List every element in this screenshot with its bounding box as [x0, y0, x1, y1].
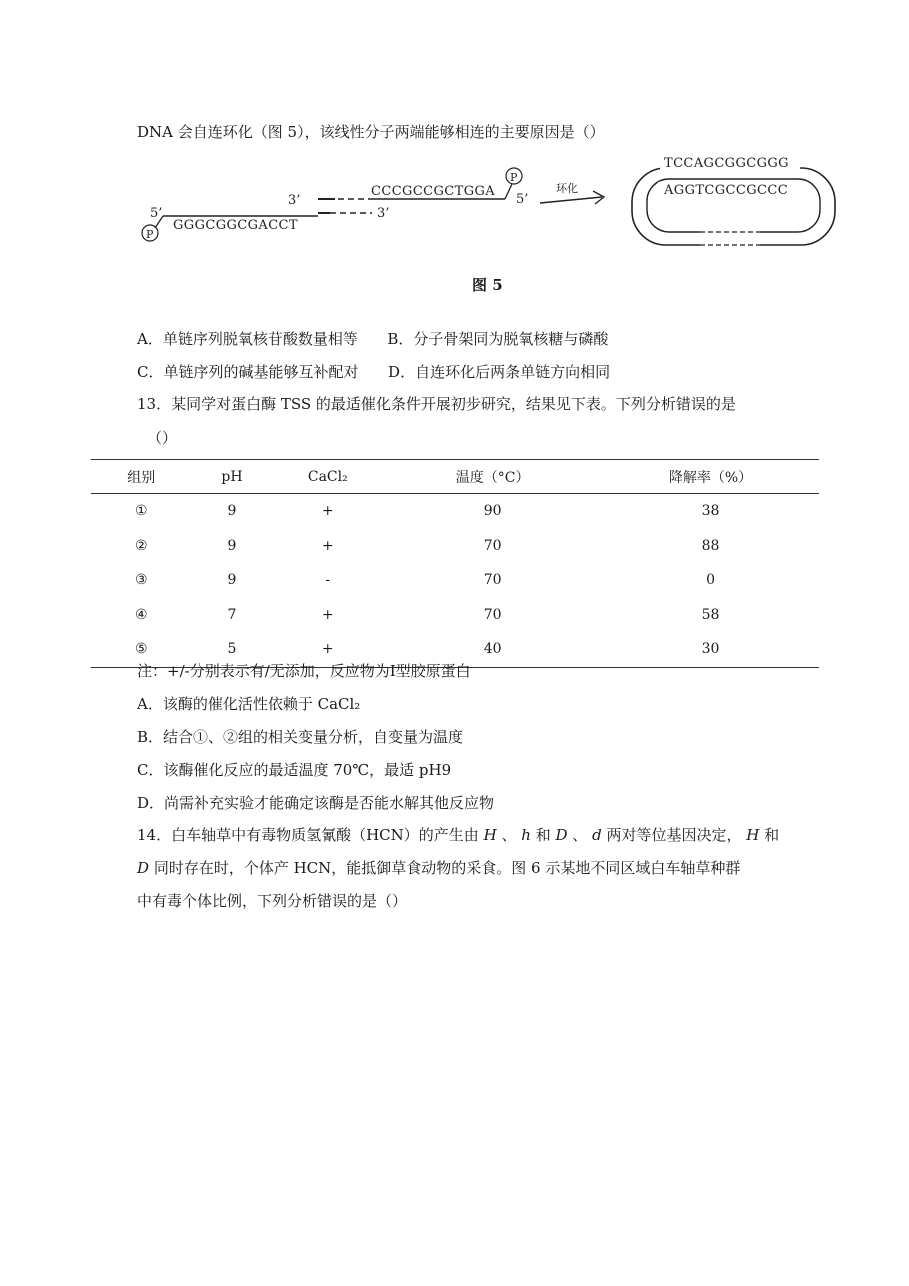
cell-ph: 9 [227, 572, 237, 589]
cell-temperature: 70 [483, 606, 502, 623]
q14-and: 和 [764, 826, 780, 844]
label-bottom-sequence: GGGCGGCGACCT [173, 218, 298, 233]
question-13-stem: 13．某同学对蛋白酶 TSS 的最适催化条件开展初步研究，结果见下表。下列分析错误的是 [137, 395, 736, 413]
cell-degradation: 38 [701, 503, 720, 520]
circularize-arrow [540, 197, 602, 203]
q14-text: 两对等位基因决定， [606, 826, 742, 844]
q12-options-row-2 [137, 362, 610, 382]
cell-cacl2: + [321, 503, 334, 520]
gene-h: h [521, 826, 531, 844]
q13-option-d: D．尚需补充实验才能确定该酶是否能水解其他反应物 [137, 794, 495, 812]
table-row [91, 598, 819, 633]
cell-temperature: 70 [483, 572, 502, 589]
header-degradation: 降解率（%） [602, 460, 819, 494]
q12-option-a: A．单链序列脱氧核苷酸数量相等 [137, 330, 358, 348]
ring-inner-sequence: AGGTCGCCGCCC [664, 183, 789, 198]
label-mid-3prime: 3’ [377, 206, 390, 221]
q13-option-c: C．该酶催化反应的最适温度 70℃，最适 pH9 [137, 761, 452, 779]
cell-temperature: 40 [383, 632, 602, 667]
gene-H: H [746, 826, 760, 844]
cell-group: ⑤ [91, 632, 191, 667]
question-12-stem: DNA 会自连环化（图 5），该线性分子两端能够相连的主要原因是（） [137, 123, 605, 141]
q14-sep: 、 [501, 826, 517, 844]
q12-option-b: B．分子骨架同为脱氧核糖与磷酸 [387, 330, 609, 348]
q12-option-d: D．自连环化后两条单链方向相同 [388, 363, 611, 381]
cell-temperature: 90 [483, 503, 502, 520]
cell-degradation: 58 [701, 606, 720, 623]
ring-top-sequence: TCCAGCGGCGGG [664, 156, 789, 171]
q12-option-c: C．单链序列的碱基能够互补配对 [137, 363, 359, 381]
table-row [91, 563, 819, 598]
cell-cacl2: + [321, 606, 334, 623]
cell-cacl2: + [321, 537, 334, 554]
header-cacl2: CaCl₂ [272, 460, 383, 494]
cell-ph: 9 [227, 503, 237, 520]
q13-option-a: A．该酶的催化活性依赖于 CaCl₂ [137, 695, 361, 713]
table-row [91, 529, 819, 564]
cell-group: ④ [134, 606, 148, 623]
gene-D: D [555, 826, 568, 844]
table-row [91, 494, 819, 529]
phosphate-label-right: P [510, 171, 518, 184]
cell-group: ① [134, 503, 148, 520]
cell-ph: 9 [227, 537, 237, 554]
question-14-line-1 [137, 825, 779, 845]
question-13-bracket: （） [147, 429, 178, 447]
header-temperature: 温度（°C） [383, 460, 602, 494]
cell-degradation: 88 [701, 537, 720, 554]
q13-option-b: B．结合①、②组的相关变量分析，自变量为温度 [137, 728, 464, 746]
figure-5-dna-circularization [0, 150, 909, 260]
label-left-top-3prime: 3’ [288, 193, 301, 208]
cell-ph: 5 [191, 632, 272, 667]
gene-d: d [592, 826, 602, 844]
gene-H: H [483, 826, 497, 844]
cell-degradation: 0 [706, 572, 715, 589]
q14-text: 同时存在时，个体产 HCN，能抵御草食动物的采食。图 6 示某地不同区域白车轴草种群 [153, 859, 741, 877]
question-14-line-2 [137, 858, 740, 878]
q12-options-row-1 [137, 329, 608, 349]
label-left-5prime: 5’ [150, 206, 163, 221]
gene-D: D [137, 859, 150, 877]
q14-text: 14．白车轴草中有毒物质氢氰酸（HCN）的产生由 [137, 826, 479, 844]
header-group: 组别 [91, 460, 191, 494]
table-header-row [91, 460, 819, 494]
label-top-sequence: CCCGCCGCTGGA [371, 184, 496, 199]
question-14-line-3: 中有毒个体比例，下列分析错误的是（） [137, 892, 408, 910]
cell-group: ③ [134, 572, 148, 589]
cell-cacl2: + [272, 632, 383, 667]
results-table [91, 459, 819, 668]
cell-cacl2: - [325, 572, 331, 589]
phosphate-label-left: P [146, 228, 154, 241]
label-right-5prime: 5’ [516, 192, 529, 207]
q14-sep: 、 [572, 826, 588, 844]
cell-ph: 7 [227, 606, 237, 623]
table-note: 注：+/-分别表示有/无添加，反应物为I型胶原蛋白 [137, 662, 471, 680]
cell-group: ② [134, 537, 148, 554]
header-ph: pH [191, 460, 272, 494]
cell-degradation: 30 [602, 632, 819, 667]
arrow-label: 环化 [556, 182, 578, 195]
q14-and: 和 [535, 826, 551, 844]
cell-temperature: 70 [483, 537, 502, 554]
figure-caption: 图 5 [472, 276, 503, 294]
